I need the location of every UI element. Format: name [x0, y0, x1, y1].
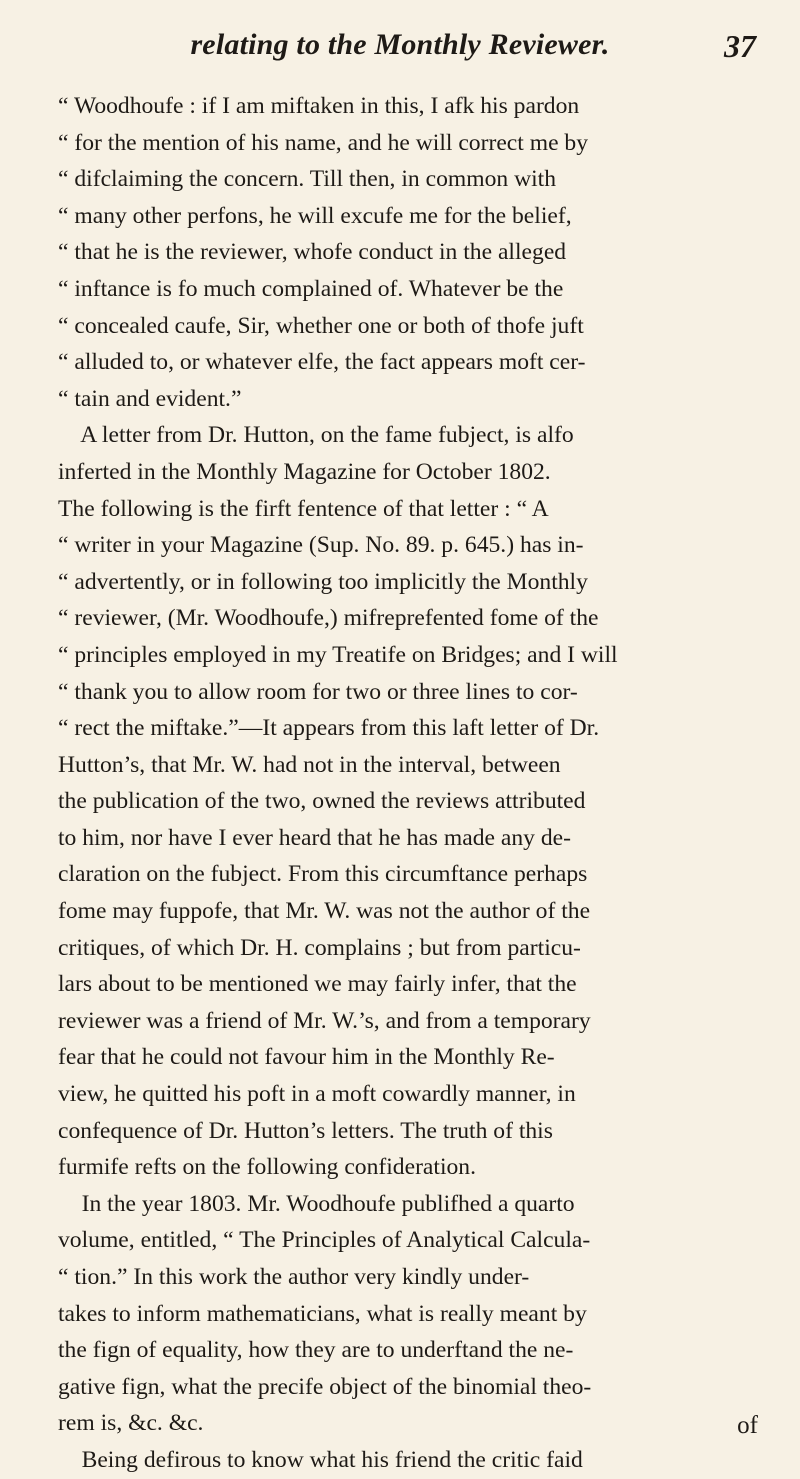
text-line: “ rect the miftake.”—It appears from this laft letter of Dr.	[58, 715, 600, 742]
text-line: reviewer was a friend of Mr. W.’s, and from a temporary	[58, 1007, 591, 1034]
text-line: “ many other perfons, he will excufe me for the belief,	[58, 202, 572, 229]
text-line: the fign of equality, how they are to underftand the ne-	[58, 1337, 574, 1364]
text-line: gative fign, what the precife object of the binomial theo-	[58, 1373, 592, 1400]
text-line: “ concealed caufe, Sir, whether one or both of thofe juft	[58, 312, 584, 339]
running-title: relating to the Monthly Reviewer.	[190, 28, 610, 61]
text-line: critiques, of which Dr. H. complains ; but from particu-	[58, 934, 581, 961]
text-line: furmife refts on the following confideration.	[58, 1154, 477, 1181]
text-line: inferted in the Monthly Magazine for October 1802.	[58, 458, 551, 485]
text-line: Being defirous to know what his friend the critic faid	[58, 1446, 583, 1473]
text-line: “ inftance is fo much complained of. Whatever be the	[58, 275, 564, 302]
text-line: “ for the mention of his name, and he will correct me by	[58, 129, 589, 156]
text-line: takes to inform mathematicians, what is really meant by	[58, 1300, 587, 1327]
body-text	[58, 88, 770, 1479]
text-line: “ principles employed in my Treatife on Bridges; and I will	[58, 641, 618, 668]
text-line: rem is, &c. &c.	[58, 1410, 204, 1437]
text-line: “ alluded to, or whatever elfe, the fact appears moft cer-	[58, 349, 586, 376]
text-line: “ that he is the reviewer, whofe conduct in the alleged	[58, 239, 567, 266]
text-line: “ thank you to allow room for two or three lines to cor-	[58, 678, 578, 705]
text-line: view, he quitted his poft in a moft cowardly manner, in	[58, 1081, 576, 1108]
text-line: “ tion.” In this work the author very kindly under-	[58, 1264, 530, 1290]
page-number: 37	[724, 28, 756, 64]
text-line: fear that he could not favour him in the Monthly Re-	[58, 1044, 555, 1071]
text-line: “ advertently, or in following too implicitly the Monthly	[58, 568, 588, 595]
text-line: “ reviewer, (Mr. Woodhoufe,) mifreprefented fome of the	[58, 605, 599, 632]
text-line: claration on the fubject. From this circumftance perhaps	[58, 861, 588, 888]
text-line: the publication of the two, owned the reviews attributed	[58, 788, 586, 815]
text-line: lars about to be mentioned we may fairly infer, that the	[58, 971, 577, 998]
text-line: volume, entitled, “ The Principles of Analytical Calcula-	[58, 1227, 591, 1254]
text-line: “ difclaiming the concern. Till then, in common with	[58, 166, 557, 193]
text-line: confequence of Dr. Hutton’s letters. The truth of this	[58, 1117, 553, 1144]
text-line: “ Woodhoufe : if I am miftaken in this, I afk his pardon	[58, 93, 580, 119]
catchword: of	[737, 1412, 758, 1439]
text-line: Hutton’s, that Mr. W. had not in the interval, between	[58, 751, 561, 778]
text-line: “ tain and evident.”	[58, 385, 242, 412]
text-line: fome may fuppofe, that Mr. W. was not the author of the	[58, 898, 591, 925]
text-line: to him, nor have I ever heard that he has made any de-	[58, 824, 571, 851]
text-line: In the year 1803. Mr. Woodhoufe publifhed a quarto	[58, 1190, 575, 1217]
text-line: “ writer in your Magazine (Sup. No. 89. p. 645.) has in-	[58, 532, 584, 559]
page-header	[0, 22, 800, 72]
text-line: The following is the firft fentence of that letter : “ A	[58, 495, 549, 522]
text-line: A letter from Dr. Hutton, on the fame fubject, is alfo	[58, 422, 574, 449]
